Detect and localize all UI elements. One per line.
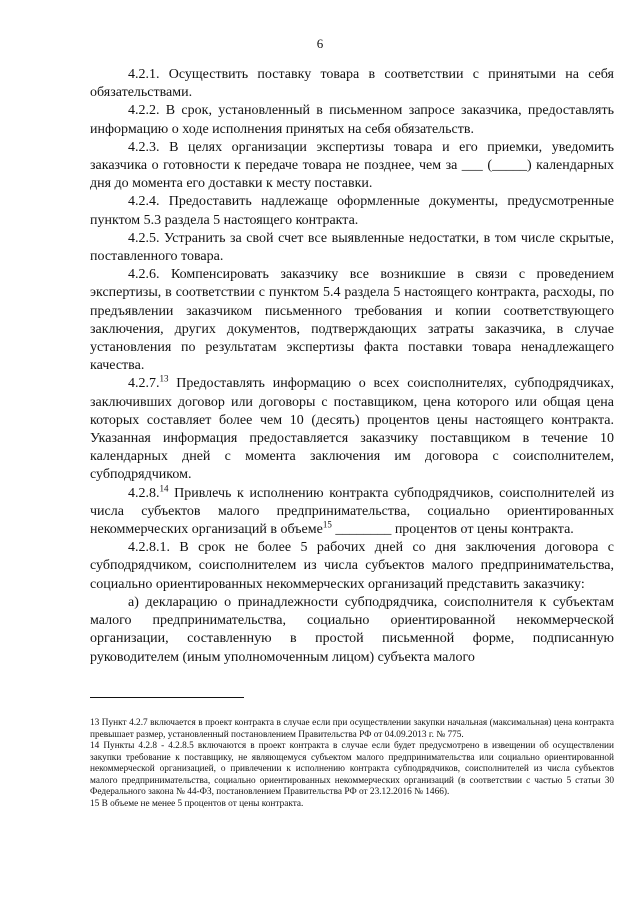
page-number: 6 — [316, 36, 324, 51]
footnote-ref[interactable]: 14 — [159, 483, 169, 494]
clause-text: Привлечь к исполнению контракта субподрядчиков, соисполнителей из числа субъектов малого предпринимательства, социально ориентированных некоммерческих организаций в объеме — [90, 485, 614, 538]
footnote-separator — [90, 697, 244, 698]
clause-4-2-6: 4.2.6. Компенсировать заказчику все возникшие в связи с проведением экспертизы, в соответствии с пунктом 5.4 раздела 5 настоящего контракта, расходы, по предъявлении заказчиком письменного требования и копии соответствующего заключения, других документов, подтверждающих затраты заказчика, в случае установления по результатам экспертизы факта поставки товара ненадлежащего качества. — [90, 267, 614, 374]
clause-number: 4.2.7. — [128, 376, 160, 392]
footnotes — [90, 718, 614, 810]
footnote-ref[interactable]: 15 — [322, 519, 332, 530]
clause-number: 4.2.8. — [128, 485, 160, 501]
clause-4-2-7 — [90, 375, 614, 484]
footnote-15: 15 В объеме не менее 5 процентов от цены контракта. — [90, 798, 304, 809]
clause-text: Предоставлять информацию о всех соисполнителях, субподрядчиках, заключивших договор или договоры с поставщиком, цена которого или общая цена которых составляет более чем 10 (десять) процентов цены настоящего контракта. Указанная информация предоставляется заказчику поставщиком в течение 10 календарных дней с момента заключения им договора с соисполнителем, субподрядчиком. — [90, 376, 614, 483]
footnote-ref[interactable]: 13 — [159, 373, 169, 384]
clause-4-2-8-1-a: а) декларацию о принадлежности субподрядчика, соисполнителя к субъектам малого предпринимательства, социально ориентированной некоммерческой организации, составленную в простой письменной форме, подписанную руководителем (иным уполномоченным лицом) субъекта малого — [90, 594, 614, 665]
clause-4-2-3: 4.2.3. В целях организации экспертизы товара и его приемки, уведомить заказчика о готовности к передаче товара не позднее, чем за ___ (_____) календарных дня до момента его доставки к месту поставки. — [90, 139, 614, 192]
footnote-13: 13 Пункт 4.2.7 включается в проект контракта в случае если при осуществлении закупки начальная (максимальная) цена контракта превышает размер, установленный постановлением Правительства РФ от 04.09.2013 г. № 775. — [90, 718, 614, 740]
clause-4-2-8 — [90, 485, 614, 540]
clause-4-2-1: 4.2.1. Осуществить поставку товара в соответствии с принятыми на себя обязательствами. — [90, 67, 614, 101]
clause-text: ________ процентов от цены контракта. — [331, 522, 574, 538]
footnote-14: 14 Пункты 4.2.8 - 4.2.8.5 включаются в проект контракта в случае если будет предусмотрено в извещении об осуществлении закупки требование к поставщику, не являющемуся субъектом малого предпринимательства или социально ориентированной некоммерческой организацией, о привлечении к исполнению контракта субподрядчиков, соисполнителей из числа субъектов малого предпринимательства, социально ориентированных некоммерческих организаций (в соответствии с частью 5 статьи 30 Федерального закона № 44-ФЗ, постановлением Правительства РФ от 23.12.2016 № 1466). — [90, 741, 614, 797]
clause-4-2-5: 4.2.5. Устранить за свой счет все выявленные недостатки, в том числе скрытые, поставленного товара. — [90, 230, 614, 265]
document-body — [90, 66, 614, 667]
clause-4-2-4: 4.2.4. Предоставить надлежаще оформленные документы, предусмотренные пунктом 5.3 раздела 5 настоящего контракта. — [90, 194, 614, 228]
clause-4-2-2: 4.2.2. В срок, установленный в письменном запросе заказчика, предоставлять информацию о ходе исполнения принятых на себя обязательств. — [90, 103, 614, 137]
clause-4-2-8-1: 4.2.8.1. В срок не более 5 рабочих дней со дня заключения договора с субподрядчиком, соисполнителем из числа субъектов малого предпринимательства, социально ориентированных некоммерческих организаций представить заказчику: — [90, 540, 614, 592]
